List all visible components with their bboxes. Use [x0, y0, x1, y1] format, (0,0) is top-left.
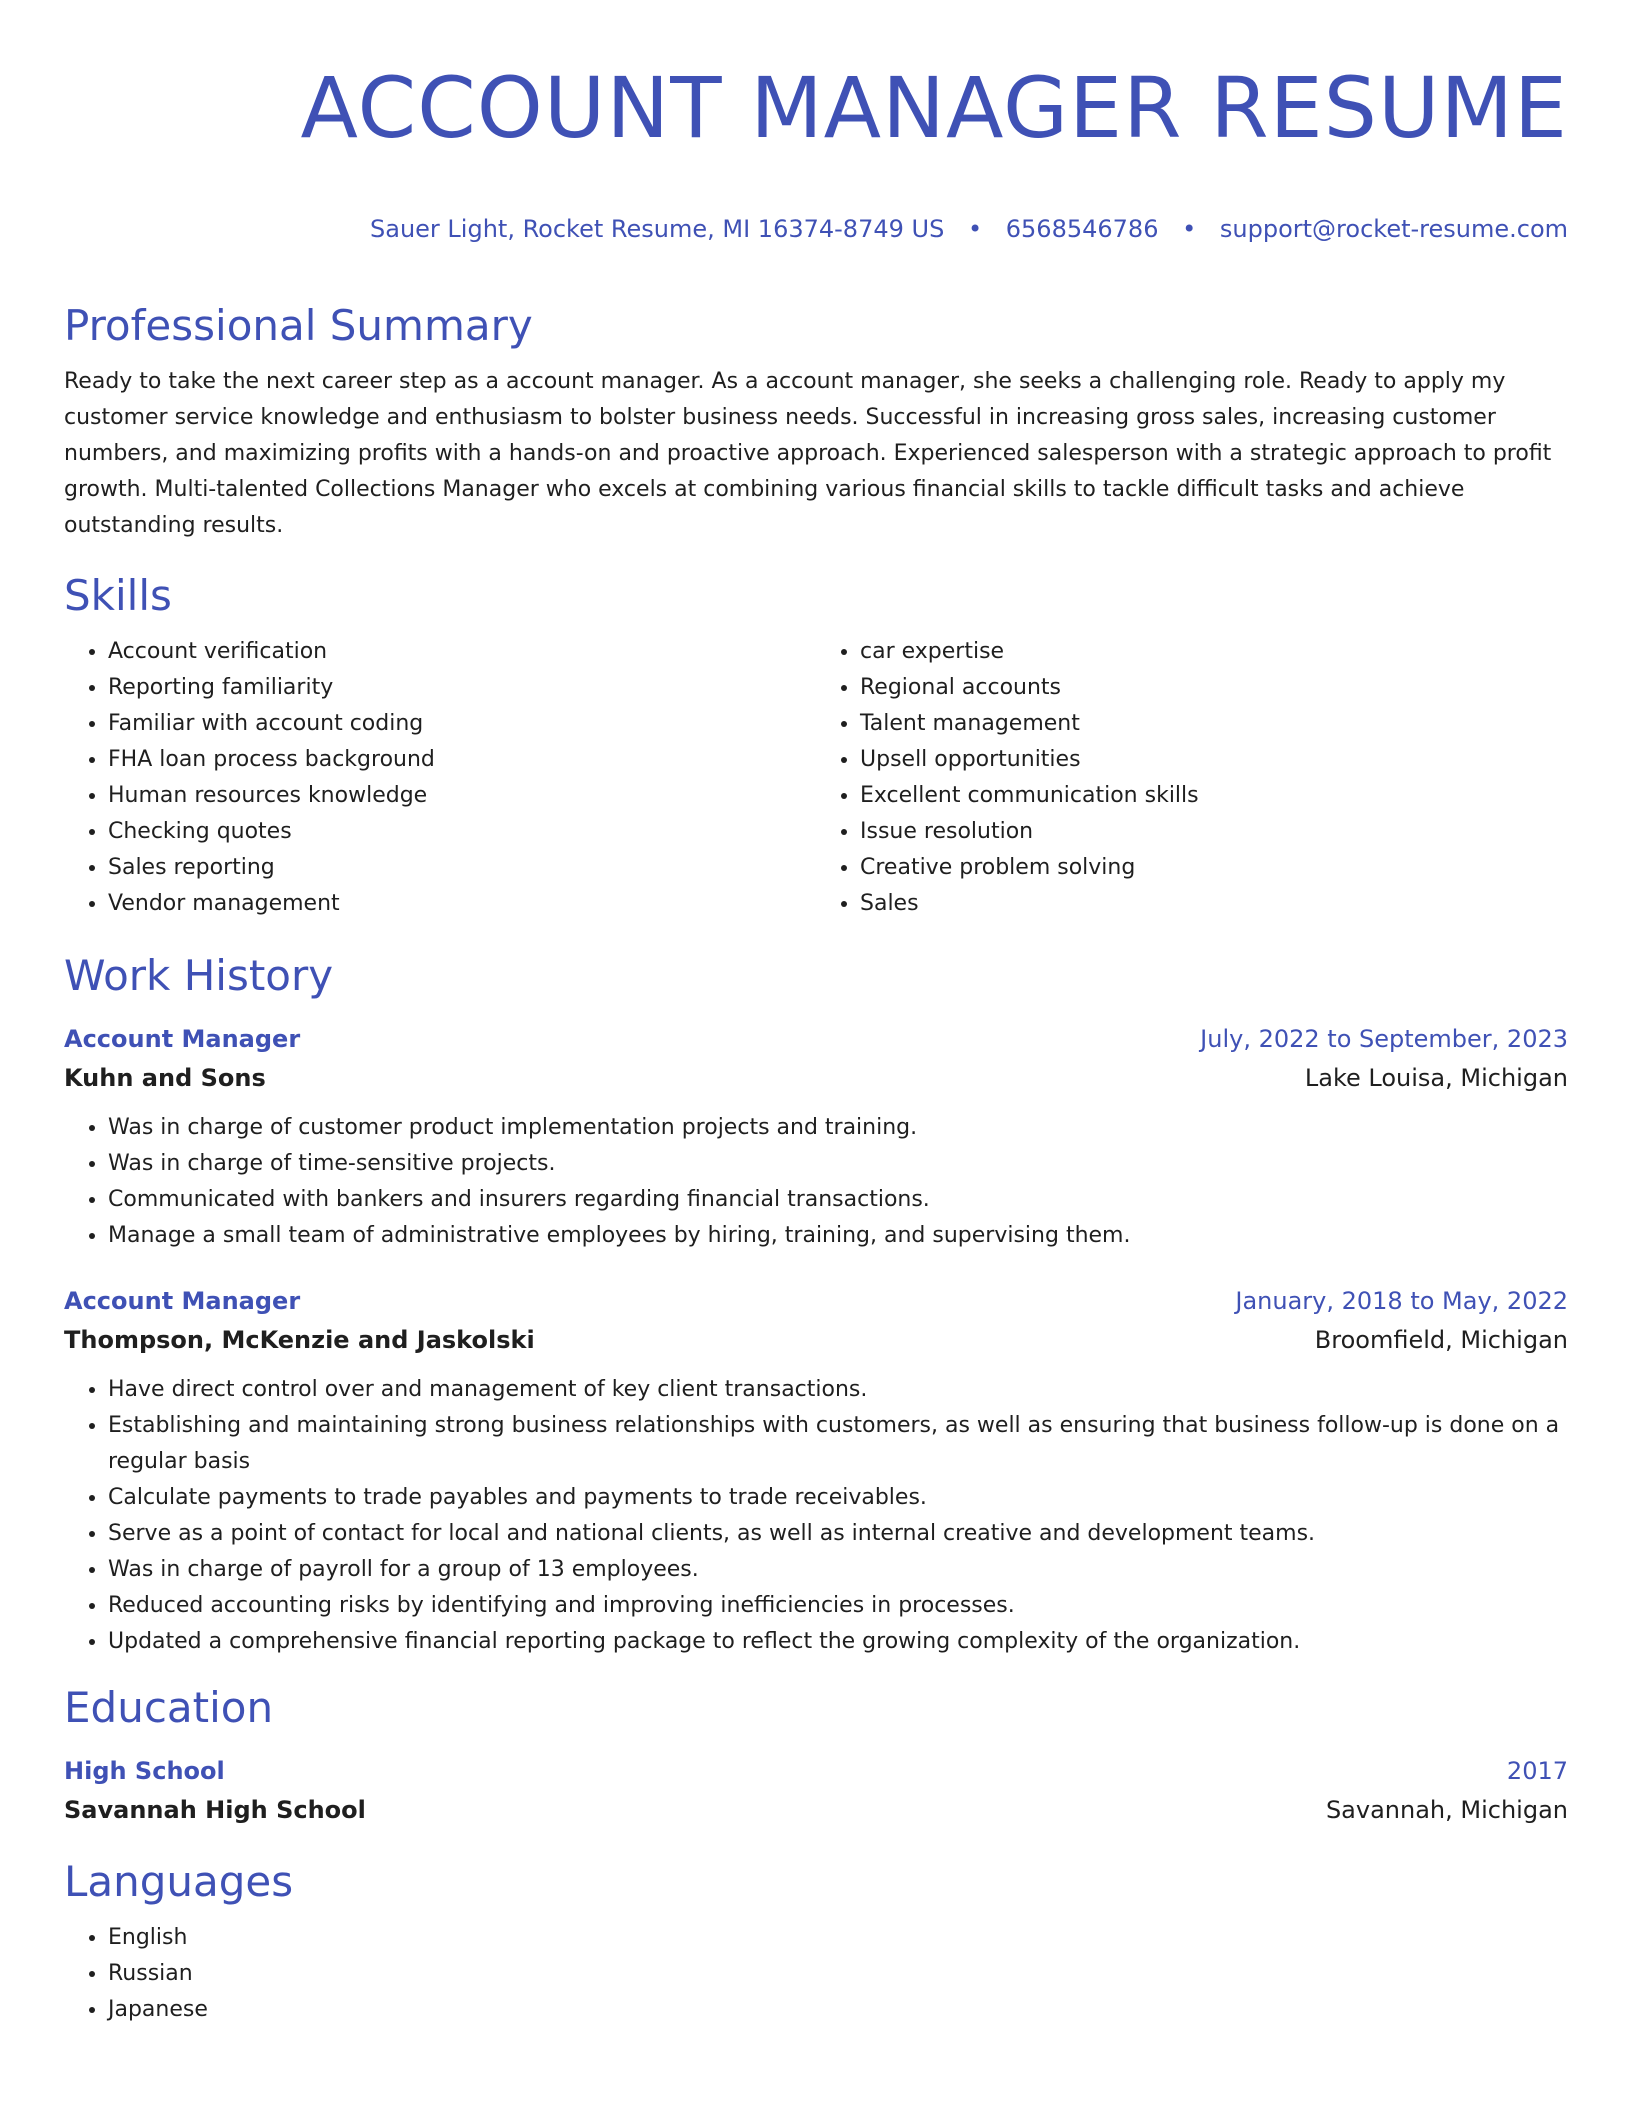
contact-separator: • [967, 215, 983, 243]
skill-item: • Issue resolution [860, 814, 1568, 850]
language-item: • Japanese [108, 1992, 1568, 2028]
skills-list [64, 634, 1568, 922]
job-bullet: • Reduced accounting risks by identifying and improving inefficiencies in processes. [108, 1588, 1568, 1624]
job-bullet: • Communicated with bankers and insurers regarding financial transactions. [108, 1182, 1568, 1218]
skill-item: • Familiar with account coding [108, 706, 816, 742]
skill-item: • Sales [860, 886, 1568, 922]
skill-item: • Sales reporting [108, 850, 816, 886]
summary-heading: Professional Summary [64, 301, 533, 350]
education-location: Savannah, Michigan [1325, 1796, 1568, 1824]
contact-line [64, 214, 1568, 244]
skill-item: • Reporting familiarity [108, 670, 816, 706]
skill-item: • Checking quotes [108, 814, 816, 850]
skill-item: • car expertise [860, 634, 1568, 670]
job-bullet: • Was in charge of payroll for a group of 13 employees. [108, 1552, 1568, 1588]
language-item: • Russian [108, 1956, 1568, 1992]
summary-text: Ready to take the next career step as a account manager. As a account manager, she seeks a challenging role. Ready to apply my customer service knowledge and enthusiasm to bolster business needs. Successful in increasing gross sales, increasing customer numbers, and maximizing profits with a hands-on and proactive approach. Experienced salesperson with a strategic approach to profit growth. Multi-talented Collections Manager who excels at combining various financial skills to tackle difficult tasks and achieve outstanding results. [64, 369, 1552, 538]
job-bullet: • Manage a small team of administrative employees by hiring, training, and supervising them. [108, 1218, 1568, 1254]
job-bullet: • Have direct control over and management of key client transactions. [108, 1372, 1568, 1408]
job-company: Thompson, McKenzie and Jaskolski [64, 1326, 535, 1354]
languages-list [64, 1920, 1568, 2028]
skills-column-left [64, 634, 816, 922]
skills-column-right [816, 634, 1568, 922]
education-heading: Education [64, 1683, 274, 1732]
skill-item: • Excellent communication skills [860, 778, 1568, 814]
job-bullet: • Was in charge of time-sensitive projects. [108, 1146, 1568, 1182]
contact-phone: 6568546786 [1005, 215, 1159, 243]
job-location: Broomfield, Michigan [1314, 1326, 1568, 1354]
skill-item: • Account verification [108, 634, 816, 670]
resume-title: ACCOUNT MANAGER RESUME [300, 59, 1568, 157]
language-item: • English [108, 1920, 1568, 1956]
job-bullets [64, 1372, 1568, 1660]
job-bullets [64, 1110, 1568, 1254]
skill-item: • Creative problem solving [860, 850, 1568, 886]
skill-item: • Talent management [860, 706, 1568, 742]
job-bullet: • Serve as a point of contact for local and national clients, as well as internal creative and development teams. [108, 1516, 1568, 1552]
job-entry [64, 1020, 1568, 1254]
skill-item: • Regional accounts [860, 670, 1568, 706]
education-school: Savannah High School [64, 1796, 366, 1824]
skill-item: • Upsell opportunities [860, 742, 1568, 778]
job-bullet: • Calculate payments to trade payables and payments to trade receivables. [108, 1480, 1568, 1516]
contact-email[interactable]: support@rocket-resume.com [1219, 215, 1568, 243]
job-entry [64, 1282, 1568, 1660]
job-dates: July, 2022 to September, 2023 [1200, 1025, 1568, 1053]
education-degree: High School [64, 1757, 225, 1785]
job-company: Kuhn and Sons [64, 1064, 266, 1092]
skill-item: • FHA loan process background [108, 742, 816, 778]
contact-address: Sauer Light, Rocket Resume, MI 16374-8749 US [370, 215, 945, 243]
job-bullet: • Establishing and maintaining strong business relationships with customers, as well as ensuring that business follow-up is done on a regular basis [108, 1408, 1568, 1480]
languages-heading: Languages [64, 1857, 294, 1906]
work-history-heading: Work History [64, 951, 334, 1000]
contact-separator: • [1182, 215, 1197, 243]
job-bullet: • Updated a comprehensive financial reporting package to reflect the growing complexity of the organization. [108, 1624, 1568, 1660]
education-year: 2017 [1506, 1757, 1568, 1785]
job-dates: January, 2018 to May, 2022 [1235, 1287, 1568, 1315]
skills-heading: Skills [64, 571, 172, 620]
job-role: Account Manager [64, 1287, 301, 1315]
job-role: Account Manager [64, 1025, 301, 1053]
education-entry [64, 1752, 1568, 1830]
skill-item: • Human resources knowledge [108, 778, 816, 814]
skill-item: • Vendor management [108, 886, 816, 922]
job-bullet: • Was in charge of customer product implementation projects and training. [108, 1110, 1568, 1146]
job-location: Lake Louisa, Michigan [1304, 1064, 1568, 1092]
